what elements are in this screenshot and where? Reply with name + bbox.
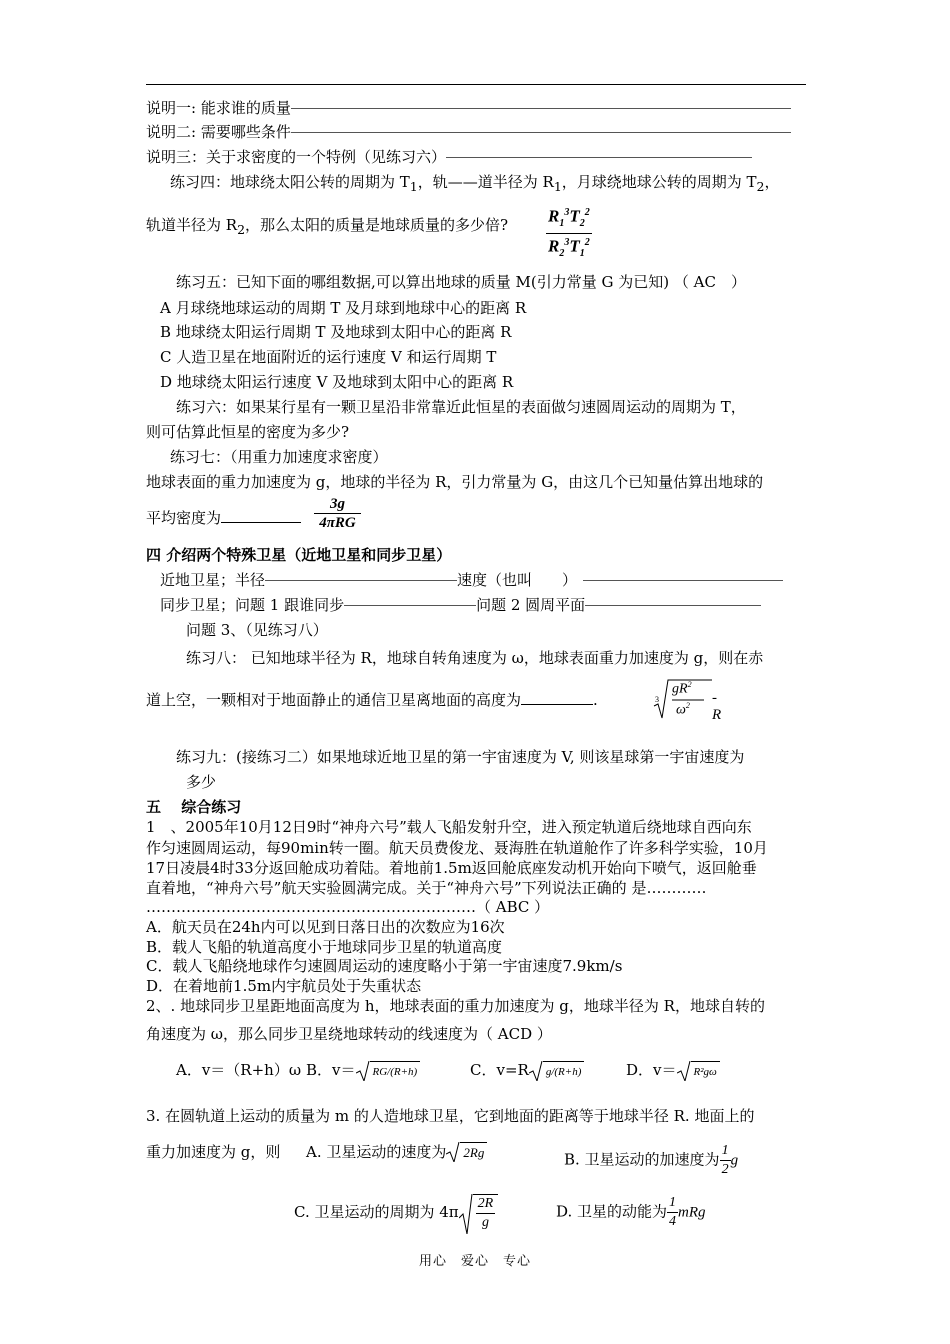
- p1-option-d: D．在着地前1.5m内宇航员处于失重状态: [146, 977, 422, 995]
- sync-question-3: 问题 3、（见练习八）: [186, 621, 328, 639]
- p1-line5: …………………………………………………………（ ABC ）: [146, 898, 550, 916]
- ex8-line2: 道上空，一颗相对于地面静止的通信卫星离地面的高度为 .: [146, 691, 598, 709]
- ex4-answer-fraction: $\frac{R_1^3T_2^2}{R_2^3T_1^2}$: [546, 204, 592, 263]
- p2-option-a: A．v＝（R+h）ω: [176, 1061, 302, 1079]
- ex5-question: 练习五：已知下面的哪组数据,可以算出地球的质量 M(引力常量 G 为已知) （ AC ）: [176, 273, 746, 291]
- ex9-line1: 练习九：(接练习二）如果地球近地卫星的第一宇宙速度为 V, 则该星球第一宇宙速度为: [176, 748, 745, 766]
- note-3: 说明三：关于求密度的一个特例（见练习六）: [146, 147, 752, 167]
- ex4-line2: 轨道半径为 $R_2$，那么太阳的质量是地球质量的多少倍?: [146, 216, 509, 237]
- ex6-line2: 则可估算此恒星的密度为多少?: [146, 423, 350, 441]
- p2-line2: 角速度为 ω，那么同步卫星绕地球转动的线速度为（ ACD ）: [146, 1025, 552, 1043]
- section-5-title: 五 综合练习: [146, 798, 242, 816]
- p1-option-b: B．载人飞船的轨道高度小于地球同步卫星的轨道高度: [146, 938, 503, 956]
- p1-line3: 17日凌晨4时33分返回舱成功着陆。着地前1.5m返回舱底座发动机开始向下喷气，返回舱垂: [146, 859, 757, 877]
- note-2: 说明二: 需要哪些条件: [146, 122, 791, 142]
- ex5-option-d: D 地球绕太阳运行速度 V 及地球到太阳中心的距离 R: [160, 373, 514, 391]
- p2-option-b: B．v＝ RG/(R+h): [306, 1060, 420, 1082]
- p1-option-c: C．载人飞船绕地球作匀速圆周运动的速度略小于第一宇宙速度7.9km/s: [146, 957, 623, 975]
- ex7-line1: 地球表面的重力加速度为 g，地球的半径为 R，引力常量为 G，由这几个已知量估算出地球的: [146, 473, 764, 491]
- ex9-line2: 多少: [186, 773, 217, 791]
- ex5-option-c: C 人造卫星在地面附近的运行速度 V 和运行周期 T: [160, 348, 497, 366]
- p3-option-b: B. 卫星运动的加速度为 $\frac{1}{2}$ g: [564, 1143, 739, 1177]
- ex6-line1: 练习六：如果某行星有一颗卫星沿非常靠近此恒星的表面做匀速圆周运动的周期为 T，: [176, 398, 746, 416]
- header-rule: [146, 84, 806, 85]
- svg-text:3: 3: [655, 695, 659, 704]
- p2-option-c: C．v=R g/(R+h): [470, 1060, 584, 1082]
- p3-line1: 3. 在圆轨道上运动的质量为 m 的人造地球卫星，它到地面的距离等于地球半径 R. 地面上的: [146, 1107, 755, 1125]
- near-earth-satellite-line: 近地卫星；半径 速度（也叫 ）: [160, 570, 783, 590]
- page-footer: 用心 爱心 专心: [418, 1254, 531, 1269]
- ex7-answer-fraction: $\frac{3g}{\text{4πRG}}$: [314, 495, 361, 532]
- note-1: 说明一: 能求谁的质量: [146, 98, 791, 118]
- p2-option-d: D．v＝ R²gω: [626, 1060, 720, 1082]
- section-4-title: 四 介绍两个特殊卫星（近地卫星和同步卫星）: [146, 546, 452, 564]
- p1-option-a: A．航天员在24h内可以见到日落日出的次数应为16次: [146, 918, 505, 936]
- sync-satellite-line: 同步卫星；问题 1 跟谁同步 问题 2 圆周平面: [160, 595, 761, 615]
- ex5-option-a: A 月球绕地球运动的周期 T 及月球到地球中心的距离 R: [160, 299, 527, 317]
- p3-option-a: A. 卫星运动的速度为 2Rg: [306, 1142, 487, 1164]
- ex5-option-b: B 地球绕太阳运行周期 T 及地球到太阳中心的距离 R: [160, 323, 512, 341]
- p3-option-d: D. 卫星的动能为 $\frac{1}{4}$ mRg: [556, 1195, 706, 1229]
- ex4-line1: 练习四：地球绕太阳公转的周期为 $T_1$，轨——道半径为 $R_1$，月球绕地球公转的周期为 $T_2$，: [170, 173, 780, 194]
- p2-line1: 2、. 地球同步卫星距地面高度为 h，地球表面的重力加速度为 g，地球半径为 R，地球自转的: [146, 997, 765, 1015]
- p3-line2: 重力加速度为 g，则: [146, 1143, 281, 1161]
- p1-line4: 直着地，“神舟六号”航天实验圆满完成。关于“神舟六号”下列说法正确的 是…………: [146, 879, 707, 897]
- ex8-line1: 练习八： 已知地球半径为 R，地球自转角速度为 ω，地球表面重力加速度为 g，则在赤: [186, 649, 764, 667]
- ex7-line2: 平均密度为: [146, 508, 301, 528]
- p1-line1: 1 、2005年10月12日9时“神舟六号”载人飞船发射升空，进入预定轨道后绕地球自西向东: [146, 818, 752, 836]
- p3-option-c: C. 卫星运动的周期为 4π $\frac{2R}{g}$: [294, 1194, 498, 1232]
- ex7-title: 练习七：（用重力加速度求密度）: [170, 448, 388, 466]
- document-page: 说明一: 能求谁的质量 说明二: 需要哪些条件 说明三：关于求密度的一个特例（见练习六） 练习四：地球绕太阳公转的周期为 $T_1$，轨——道半径为 $R_1$，月球绕地球公转的周期为 $T_2$， 轨道半径为 $R_2$，那么太阳的质量是地球质量的多少倍? $\frac{R_1^3T_2^2}{R_2^3T_1^2}$ 练习五：已知下面的哪组数据,可以算出地球的质量 M(引力常量 G 为已知) （ AC ） A 月球绕地球运动的周期 T 及月球到地球中心的距离 R B 地球绕太阳运行周期 T 及地球到太阳中心的距离 R C 人造卫星在地面附近的运行速度 V 和运行周期 T D 地球绕太阳运行速度 V 及地球到太阳中心的距离 R 练习六：如果某行星有一颗卫星沿非常靠近此恒星的表面做匀速圆周运动的周期为 T， 则可估算此恒星的密度为多少? 练习七：（用重力加速度求密度） 地球表面的重力加速度为 g，地球的半径为 R，引力常量为 G，由这几个已知量估算出地球的 平均密度为 $\frac{3g}{\text{4πRG}}$ 四 介绍两个特殊卫星（近地卫星和同步卫星） 近地卫星；半径 速度（也叫 ） 同步卫星；问题 1 跟谁同步 问题 2 圆周平面 问题 3、（见练习八） 练习八： 已知地球半径为 R，地球自转角速度为 ω，地球表面重力加速度为 g，则在赤 道上空，一颗相对于地面静止的通信卫星离地面的高度为 . 3 $gR^2$ $\omega^2$ - R 练习九：(接练习二）如果地球近地卫星的第一宇宙速度为 V, 则该星球第一宇宙速度为 多少 五 综合练习 1 、2005年10月12日9时“神舟六号”载人飞船发射升空，进入预定轨道后绕地球自西向东 作匀速圆周运动，每90min转一圈。航天员费俊龙、聂海胜在轨道舱作了许多科学实验，10月 17日凌晨4时33分返回舱成功着陆。着地前1.5m返回舱底座发动机开始向下喷气，返回舱垂 直着地，“神舟六号”航天实验圆满完成。关于“神舟六号”下列说法正确的 是………… …………………………………………………………（ ABC ） A．航天员在24h内可以见到日落日出的次数应为16次 B．载人飞船的轨道高度小于地球同步卫星的轨道高度 C．载人飞船绕地球作匀速圆周运动的速度略小于第一宇宙速度7.9km/s D．在着地前1.5m内宇航员处于失重状态 2、. 地球同步卫星距地面高度为 h，地球表面的重力加速度为 g，地球半径为 R，地球自转的 角速度为 ω，那么同步卫星绕地球转动的线速度为（ ACD ） A．v＝（R+h）ω B．v＝ RG/(R+h) C．v=R g/(R+h) D．v＝ R²gω 3. 在圆轨道上运动的质量为 m 的人造地球卫星，它到地面的距离等于地球半径 R. 地面上的 重力加速度为 g，则 A. 卫星运动的速度为 2Rg B. 卫星运动的加速度为 $\frac{1}{2}$ g C. 卫星运动的周期为 4π $\frac{2R}{g}$ D. 卫星的动能为 $\frac{1}{4}$ mRg 用心 爱心 专心: [0, 0, 950, 1344]
- p1-line2: 作匀速圆周运动，每90min转一圈。航天员费俊龙、聂海胜在轨道舱作了许多科学实验，10月: [146, 839, 768, 857]
